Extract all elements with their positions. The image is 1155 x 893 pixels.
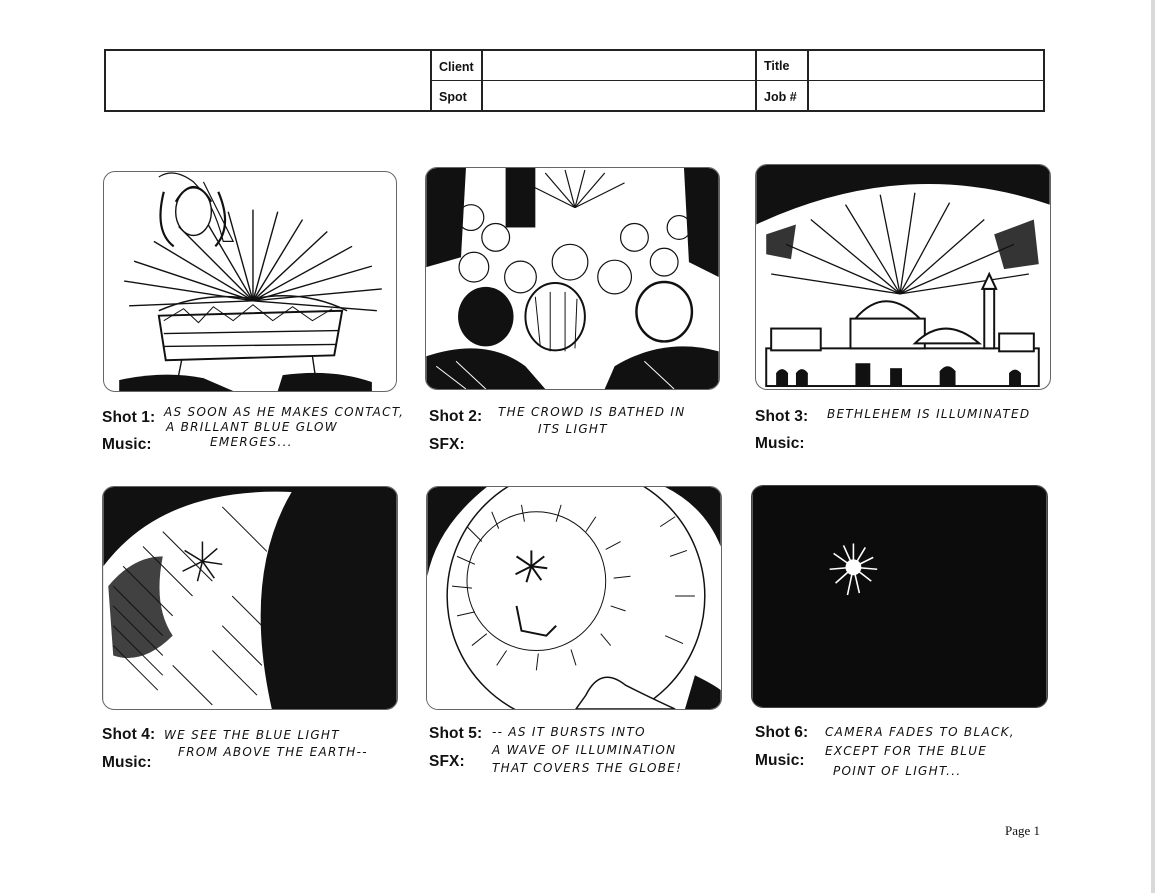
shot-5-sfx-label: SFX:: [429, 753, 465, 770]
shot-2-label: Shot 2:: [429, 408, 483, 425]
shot-5-label: Shot 5:: [429, 725, 483, 742]
shot-1-note-line: AS SOON AS HE MAKES CONTACT,: [164, 405, 405, 419]
header-table: [104, 49, 1045, 112]
title-label: Title: [764, 59, 790, 73]
shot-1-note-line: EMERGES...: [210, 435, 293, 449]
shot-3-music-label: Music:: [755, 435, 805, 452]
spot-label: Spot: [439, 90, 467, 104]
client-label: Client: [439, 60, 474, 74]
earth-from-above-sketch: [103, 487, 397, 709]
job-number-label: Job #: [764, 90, 797, 104]
shot-4-note-line: WE SEE THE BLUE LIGHT: [164, 728, 340, 742]
shot-1-music-label: Music:: [102, 436, 152, 453]
header-row-divider: [432, 80, 1043, 81]
shot-4-frame: [102, 486, 398, 710]
fade-to-black-sketch: [752, 486, 1047, 707]
shot-5-note-line: A WAVE OF ILLUMINATION: [492, 743, 677, 757]
page-edge: [1151, 0, 1155, 893]
shot-6-label: Shot 6:: [755, 724, 809, 741]
shot-6-frame: [751, 485, 1048, 708]
shot-2-note-line: ITS LIGHT: [538, 422, 608, 436]
shot-3-label: Shot 3:: [755, 408, 809, 425]
shot-6-note-line: CAMERA FADES TO BLACK,: [825, 725, 1015, 739]
glow-rays: [124, 210, 382, 311]
shot-6-note-line: EXCEPT FOR THE BLUE: [825, 744, 988, 758]
bethlehem-sketch: [756, 165, 1050, 389]
shot-3-frame: [755, 164, 1051, 390]
page-number: Page 1: [1005, 823, 1041, 838]
shot-2-note-line: THE CROWD IS BATHED IN: [498, 405, 686, 419]
shot-6-music-label: Music:: [755, 752, 805, 769]
globe-wave-sketch: [427, 487, 721, 709]
shot-5-frame: [426, 486, 722, 710]
shot-1-label: Shot 1:: [102, 409, 156, 426]
shot-5-note-line: THAT COVERS THE GLOBE!: [492, 761, 683, 775]
manger-glow-sketch: [104, 172, 396, 391]
shot-1-frame: [103, 171, 397, 392]
shot-3-note-line: BETHLEHEM IS ILLUMINATED: [827, 407, 1031, 421]
shot-4-music-label: Music:: [102, 754, 152, 771]
crowd-sketch: [426, 168, 719, 389]
shot-1-note-line: A BRILLANT BLUE GLOW: [166, 420, 338, 434]
shot-4-note-line: FROM ABOVE THE EARTH--: [178, 745, 368, 759]
shot-2-sfx-label: SFX:: [429, 436, 465, 453]
shot-4-label: Shot 4:: [102, 726, 156, 743]
shot-6-note-line: POINT OF LIGHT...: [833, 764, 962, 778]
shot-5-note-line: -- AS IT BURSTS INTO: [492, 725, 646, 739]
shot-2-frame: [425, 167, 720, 390]
